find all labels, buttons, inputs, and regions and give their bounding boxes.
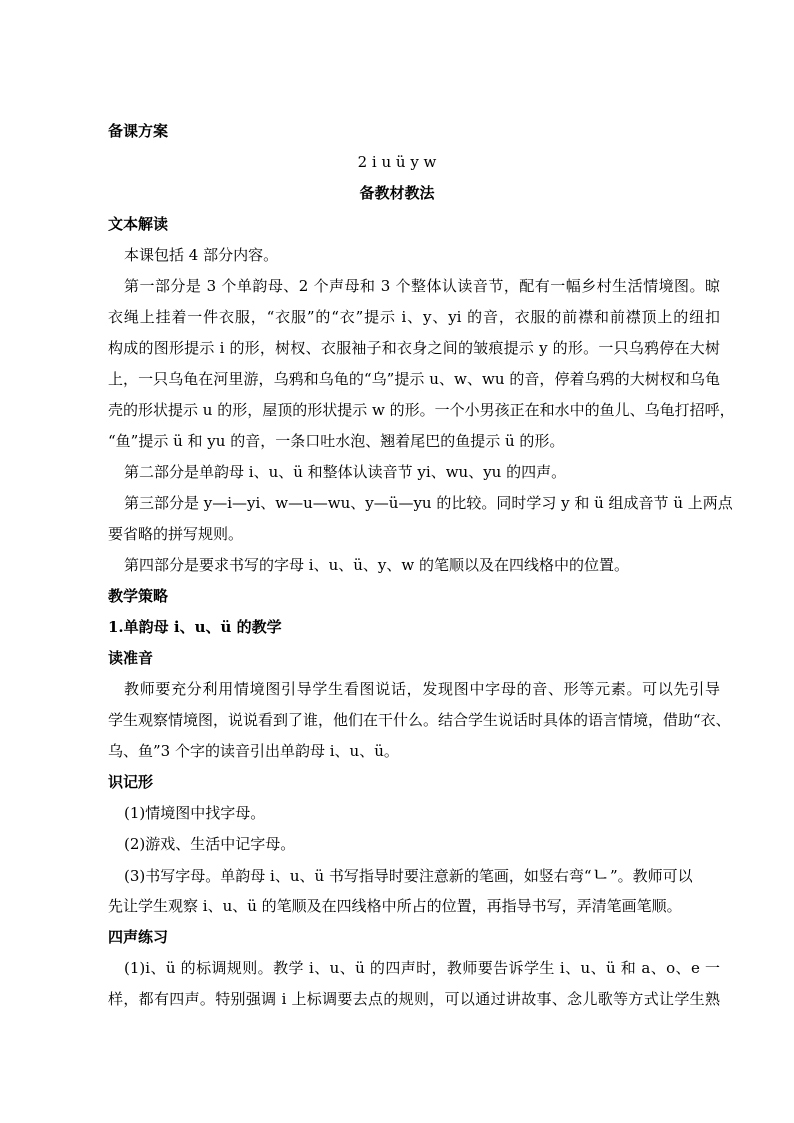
read-sound-line: 教师要充分利用情境图引导学生看图说话，发现图中字母的音、形等元素。可以先引导: [124, 680, 720, 698]
subheading-four-tones: 四声练习: [108, 928, 169, 946]
paragraph-part1-line: “鱼”提示 ü 和 yu 的音，一条口吐水泡、翘着尾巴的鱼提示 ü 的形。: [108, 432, 565, 450]
shape-item-3-line2: 先让学生观察 i、u、ü 的笔顺及在四线格中所占的位置，再指导书写，弄清笔画笔顺。: [108, 897, 682, 915]
paragraph-part1-line: 构成的图形提示 i 的形，树杈、衣服袖子和衣身之间的皱痕提示 y 的形。一只乌鸦停在大树: [108, 339, 720, 357]
shape-item-3-text-a: (3)书写字母。单韵母 i、u、ü 书写指导时要注意新的笔画，如竖右弯“: [124, 867, 592, 885]
read-sound-line: 乌、鱼”3 个字的读音引出单韵母 i、u、ü。: [108, 742, 399, 760]
lesson-title: 2 i u ü y w: [357, 153, 437, 171]
section-heading-text-reading: 文本解读: [108, 215, 169, 233]
shape-item-1: (1)情境图中找字母。: [124, 804, 266, 822]
paragraph-part3-line: 要省略的拼写规则。: [108, 525, 244, 543]
paragraph-part1-line: 衣绳上挂着一件衣服，“衣服”的“衣”提示 i、y、yi 的音，衣服的前襟和前襟顶上的纽扣: [108, 308, 720, 326]
paragraph-part4: 第四部分是要求书写的字母 i、u、ü、y、w 的笔顺以及在四线格中的位置。: [124, 556, 629, 574]
paragraph-part3-line: 第三部分是 y—i—yi、w—u—wu、y—ü—yu 的比较。同时学习 y 和 ü 组成音节 ü 上两点: [124, 494, 733, 512]
paragraph-part1-line: 第一部分是 3 个单韵母、2 个声母和 3 个整体认读音节，配有一幅乡村生活情境图。晾: [124, 277, 720, 295]
shape-item-2: (2)游戏、生活中记字母。: [124, 835, 296, 853]
subheading-recognize-shape: 识记形: [108, 773, 154, 791]
stroke-glyph: ㄴ: [591, 864, 610, 886]
paragraph-intro: 本课包括 4 部分内容。: [124, 246, 279, 264]
strategy-item-1: 1.单韵母 i、u、ü 的教学: [108, 618, 282, 636]
read-sound-line: 学生观察情境图，说说看到了谁，他们在干什么。结合学生说话时具体的语言情境，借助“衣、: [108, 711, 731, 729]
shape-item-3: [124, 865, 720, 886]
paragraph-part1-line: 壳的形状提示 u 的形，屋顶的形状提示 w 的形。一个小男孩正在和水中的鱼儿、乌龟打招呼，: [108, 401, 735, 419]
tones-line: 样，都有四声。特别强调 i 上标调要去点的规则，可以通过讲故事、念儿歌等方式让学生熟: [108, 990, 720, 1008]
lesson-subtitle: 备教材教法: [359, 184, 435, 202]
header-label: 备课方案: [108, 122, 169, 140]
tones-line: (1)i、ü 的标调规则。教学 i、u、ü 的四声时，教师要告诉学生 i、u、ü 和 a、o、e 一: [124, 959, 720, 977]
paragraph-part1-line: 上，一只乌龟在河里游，乌鸦和乌龟的“乌”提示 u、w、wu 的音，停着乌鸦的大树杈和乌龟: [108, 370, 720, 388]
paragraph-part2: 第二部分是单韵母 i、u、ü 和整体认读音节 yi、wu、yu 的四声。: [124, 463, 567, 481]
subheading-read-sound: 读准音: [108, 649, 154, 667]
section-heading-teaching-strategy: 教学策略: [108, 587, 169, 605]
shape-item-3-text-b: ”。教师可以: [609, 867, 693, 885]
